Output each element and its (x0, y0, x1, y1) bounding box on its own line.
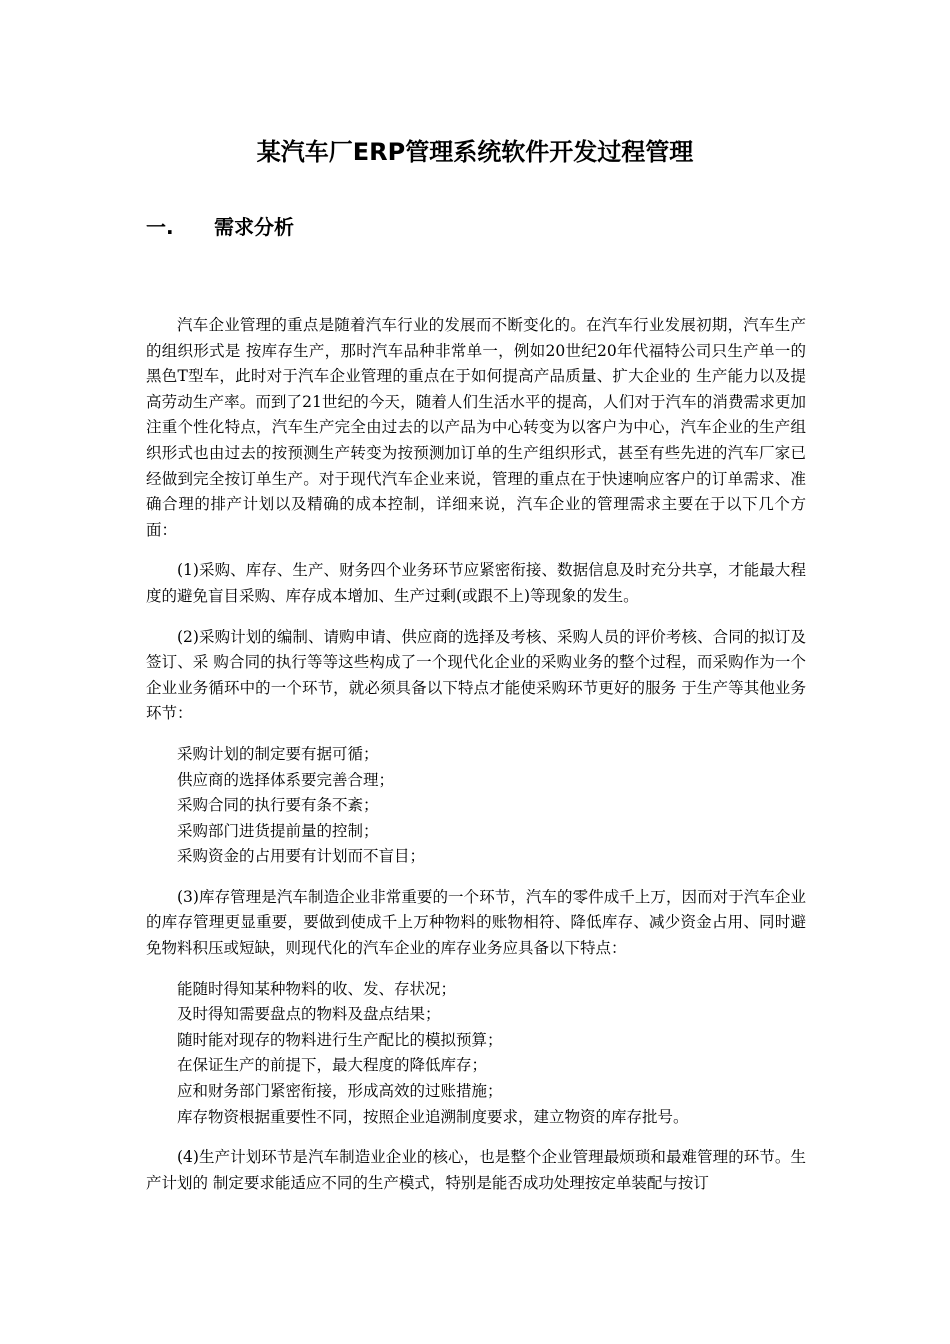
intro-paragraph: 汽车企业管理的重点是随着汽车行业的发展而不断变化的。在汽车行业发展初期，汽车生产的组织形式是 按库存生产，那时汽车品种非常单一，例如20世纪20年代福特公司只生产单一的黑色T型车，此时对于汽车企业管理的重点在于如何提高产品质量、扩大企业的 生产能力以及提高劳动生产率。而到了21世纪的今天，随着人们生活水平的提高，人们对于汽车的消费需求更加注重个性化特点，汽车生产完全由过去的以产品为中心转变为以客户为中心，汽车企业的生产组织形式也由过去的按预测生产转变为按预测加订单的生产组织形式，甚至有些先进的汽车厂家已经做到完全按订单生产。对于现代汽车企业来说，管理的重点在于快速响应客户的订单需求、准确合理的排产计划以及精确的成本控制，详细来说，汽车企业的管理需求主要在于以下几个方面： (146, 316, 806, 539)
list-item: 采购资金的占用要有计划而不盲目； (177, 847, 426, 866)
inventory-feature-list (146, 977, 806, 1131)
purchase-feature-list (146, 742, 806, 870)
list-item: 供应商的选择体系要完善合理； (177, 770, 395, 789)
list-item: 能随时得知某种物料的收、发、存状况； (177, 979, 457, 998)
document-body (146, 313, 806, 1211)
requirement-2-paragraph: (2)采购计划的编制、请购申请、供应商的选择及考核、采购人员的评价考核、合同的拟订及签订、采 购合同的执行等等这些构成了一个现代化企业的采购业务的整个过程，而采购作为一个企业业务循环中的一个环节，就必须具备以下特点才能使采购环节更好的服务 于生产等其他业务环节： (146, 627, 806, 723)
list-item: 库存物资根据重要性不同，按照企业追溯制度要求，建立物资的库存批号。 (177, 1107, 689, 1126)
list-item: 采购计划的制定要有据可循； (177, 744, 379, 763)
list-item: 采购合同的执行要有条不紊； (177, 796, 379, 815)
list-item: 及时得知需要盘点的物料及盘点结果； (177, 1005, 441, 1024)
list-item: 应和财务部门紧密衔接，形成高效的过账措施； (177, 1082, 503, 1101)
list-item: 采购部门进货提前量的控制； (177, 821, 379, 840)
list-item: 随时能对现存的物料进行生产配比的模拟预算； (177, 1030, 503, 1049)
section-heading (146, 212, 294, 242)
section-number: 一. (146, 215, 174, 239)
requirement-4-paragraph: (4)生产计划环节是汽车制造业企业的核心，也是整个企业管理最烦琐和最难管理的环节。生产计划的 制定要求能适应不同的生产模式，特别是能否成功处理按定单装配与按订 (146, 1148, 806, 1192)
section-title: 需求分析 (214, 215, 294, 239)
requirement-3-paragraph: (3)库存管理是汽车制造企业非常重要的一个环节，汽车的零件成千上万，因而对于汽车企业的库存管理更显重要，要做到使成千上万种物料的账物相符、降低库存、减少资金占用、同时避免物料积压或短缺，则现代化的汽车企业的库存业务应具备以下特点： (146, 887, 806, 958)
requirement-1-paragraph: (1)采购、库存、生产、财务四个业务环节应紧密衔接、数据信息及时充分共享，才能最大程度的避免盲目采购、库存成本增加、生产过剩(或跟不上)等现象的发生。 (146, 561, 806, 605)
document-title: 某汽车厂ERP管理系统软件开发过程管理 (256, 138, 694, 166)
list-item: 在保证生产的前提下，最大程度的降低库存； (177, 1056, 488, 1075)
